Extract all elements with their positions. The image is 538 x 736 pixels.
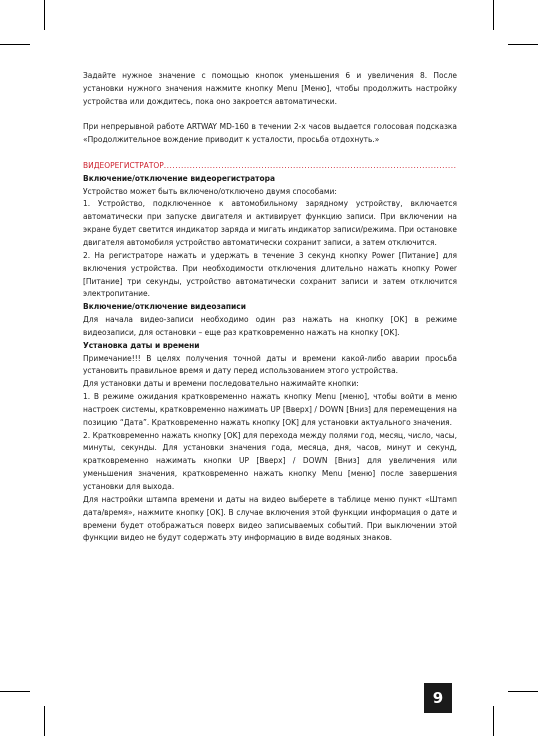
paragraph-intro-1: Задайте нужное значение с помощью кнопок уменьшения 6 и увеличения 8. После установки нужного значения нажмите кнопку Menu [Меню], чтобы продолжить настройку устройства или дождитесь, пока оно закроется автоматически.	[83, 70, 457, 106]
crop-mark	[508, 691, 538, 692]
heading-datetime: Установка даты и времени	[83, 339, 200, 350]
paragraph-datetime-4: 2. Кратковременно нажать кнопку [OK] для перехода между полями год, месяц, число, часы, минуты, секунды. Для установки значения года, месяца, дня, часов, минут и секунд, кратковременно нажимать кнопки UP [Вверх] / DOWN [Вниз] для увеличения или уменьшения значения, кратковременно нажать кнопку Menu [меню] после завершения установки для выхода.	[83, 429, 457, 491]
crop-mark	[508, 44, 538, 45]
crop-mark	[44, 706, 45, 736]
paragraph-power-2: 1. Устройство, подключенное к автомобильному зарядному устройству, включается автоматически при запуске двигателя и активирует функцию записи. При включении на экране будет светится индикатор заряда и мигать индикатор записи/режима. При остановке двигателя автомобиля устройство автоматически сохранит записи, а затем отключится.	[83, 198, 457, 247]
page-number: 9	[424, 683, 452, 713]
section-title: ВИДЕОРЕГИСТРАТОР .....	[83, 159, 457, 172]
heading-recording: Включение/отключение видеозаписи	[83, 301, 246, 312]
crop-mark	[0, 691, 30, 692]
paragraph-datetime-2: Для установки даты и времени последовательно нажимайте кнопки:	[83, 378, 359, 389]
heading-power: Включение/отключение видеорегистратора	[83, 172, 276, 183]
crop-mark	[493, 0, 494, 30]
paragraph-datetime-1: Примечание!!! В целях получения точной даты и времени какой-либо аварии просьба установить правильное время и дату перед использованием этого устройства.	[83, 352, 457, 376]
paragraph-power-3: 2. На регистраторе нажать и удержать в течение 3 секунд кнопку Power [Питание] для включения устройства. При необходимости отключения длительно нажать кнопку Power [Питание] три секунды, устройство автоматически сохранит записи и затем отключится электропитание.	[83, 249, 457, 299]
crop-mark	[44, 0, 45, 30]
paragraph-datetime-3: 1. В режиме ожидания кратковременно нажать кнопку Menu [меню], чтобы войти в меню настроек системы, кратковременно нажимать UP [Вверх] / DOWN [Вниз] для перемещения на позицию “Дата”. Кратковременно нажать кнопку [OK] для установки актуального значения.	[83, 391, 457, 427]
paragraph-datetime-5: Для настройки штампа времени и даты на видео выберете в таблице меню пункт «Штамп дата/время», нажмите кнопку [OK]. В случае включения этой функции информация о дате и времени будет отображаться поверх видео записываемых событий. При выключении этой функции видео не будут содержать эту информацию в виде водяных знаков.	[83, 493, 457, 543]
crop-mark	[493, 706, 494, 736]
page-content	[83, 69, 457, 544]
crop-mark	[0, 44, 30, 45]
paragraph-recording-1: Для начала видео-записи необходимо один раз нажать на кнопку [OK] в режиме видеозаписи, для остановки – еще раз кратковременно нажать на кнопку [OK].	[83, 314, 457, 337]
paragraph-power-1: Устройство может быть включено/отключено двумя способами:	[83, 185, 337, 196]
paragraph-intro-2: При непрерывной работе ARTWAY MD-160 в течении 2-х часов выдается голосовая подсказка «Продолжительное вождение приводит к усталости, просьба отдохнуть.»	[83, 121, 457, 145]
